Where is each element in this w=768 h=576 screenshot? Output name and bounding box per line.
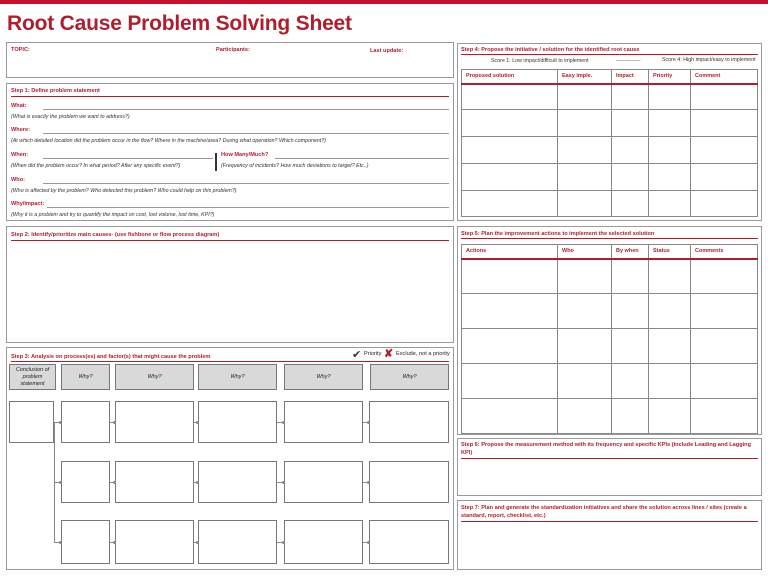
step4-title: Step 4: Propose the initiative / solution for the identified root cause [461,47,640,53]
why-row2-col5[interactable] [369,461,449,503]
table-row [462,399,758,434]
why-row1-col1[interactable] [61,401,110,443]
why-header-1: Why? [61,364,110,390]
score4-note: Score 4: High impact/easy to implement [662,57,756,63]
col-easy-imple: Easy imple. [558,70,612,84]
score-dashes: -------------- [616,58,641,64]
table-row [462,110,758,137]
conclusion-cell: Conclusion of problem statement [9,364,56,390]
who-label: Who: [11,177,25,183]
step6-title: Step 6: Propose the measurement method with its frequency and specific KPIs (include Leading and Lagging KPI) [461,442,751,456]
why-row3-col1[interactable] [61,520,110,564]
why-row1-col3[interactable] [198,401,277,443]
exclude-legend: Exclude, not a priority [396,351,450,357]
table-row [462,294,758,329]
where-label: Where: [11,127,30,133]
where-hint: (At which detailed location did the problem occur in the flow? Where in the machine/area? During what operation? Which component?) [11,138,327,144]
why-row3-col3[interactable] [198,520,277,564]
step2-title: Step 2: Identify/prioritize main causes- (use fishbone or flow process diagram) [11,232,220,238]
why-row1-col2[interactable] [115,401,194,443]
conclusion-box[interactable] [9,401,54,443]
col-actions: Actions [462,245,558,259]
topic-label: TOPIC: [11,47,30,53]
col-status: Status [649,245,691,259]
table-row [462,191,758,217]
what-label: What: [11,103,27,109]
step6-box [457,438,762,496]
col-by-when: By when [612,245,649,259]
step5-title: Step 5: Plan the improvement actions to implement the selected solution [461,231,655,237]
participants-label: Participants: [216,47,250,53]
why-header-4: Why? [284,364,363,390]
last-update-label: Last update: [370,48,404,54]
table-row [462,137,758,164]
table-row [462,259,758,294]
step2-box [6,226,454,343]
col-comments: Comments [691,245,758,259]
table-row [462,364,758,399]
check-icon: ✔ [352,349,362,361]
why-row3-col4[interactable] [284,520,363,564]
why-row1-col4[interactable] [284,401,363,443]
why-row2-col1[interactable] [61,461,110,503]
table-row [462,164,758,191]
cross-icon: ✘ [384,348,394,360]
why-row2-col3[interactable] [198,461,277,503]
why-header-2: Why? [115,364,194,390]
step7-box [457,500,762,570]
col-priority: Priority [649,70,691,84]
why-impact-hint: (Why it is a problem and try to quantify the impact on cost, lost volume, lost time, KPI?) [11,212,215,218]
why-row1-col5[interactable] [369,401,449,443]
score1-note: Score 1: Low impact/difficult to implement [491,58,589,64]
step1-box [6,83,454,221]
top-accent-bar [0,0,768,4]
when-hint: (When did the problem occur? In what period? After any specific event?) [11,163,181,169]
table-row [462,329,758,364]
col-proposed-solution: Proposed solution [462,70,558,84]
action-plan-table [461,244,758,434]
table-row [462,84,758,110]
step3-box [6,347,454,570]
why-row2-col2[interactable] [115,461,194,503]
page-title: Root Cause Problem Solving Sheet [7,12,352,35]
why-row2-col4[interactable] [284,461,363,503]
why-impact-label: Why/Impact: [11,201,45,207]
priority-legend: Priority [364,351,382,357]
howmany-label: How Many/Much? [221,152,269,158]
step4-box [457,43,762,221]
step5-box [457,226,762,435]
when-label: When: [11,152,29,158]
why-header-3: Why? [198,364,277,390]
step3-title: Step 3: Analysis on process(es) and factor(s) that might cause the problem [11,354,211,360]
step1-title: Step 1: Define problem statement [11,88,100,94]
col-who: Who [558,245,612,259]
why-row3-col2[interactable] [115,520,194,564]
why-header-5: Why? [370,364,449,390]
col-comment: Comment [691,70,758,84]
step7-title: Step 7: Plan and generate the standardization initiatives and share the solution across lines / sites (create a standard, report, checklist, etc.) [461,505,747,519]
col-impact: Impact [612,70,649,84]
why-row3-col5[interactable] [369,520,449,564]
howmany-hint: (Frequency of incidents? How much deviations to target? Etc..) [221,163,369,169]
who-hint: (Who is affected by the problem? Who detected this problem? Who could help on this problem?) [11,188,237,194]
what-hint: (What is exactly the problem we want to address?) [11,114,130,120]
header-box [6,42,454,78]
solution-table [461,69,758,217]
